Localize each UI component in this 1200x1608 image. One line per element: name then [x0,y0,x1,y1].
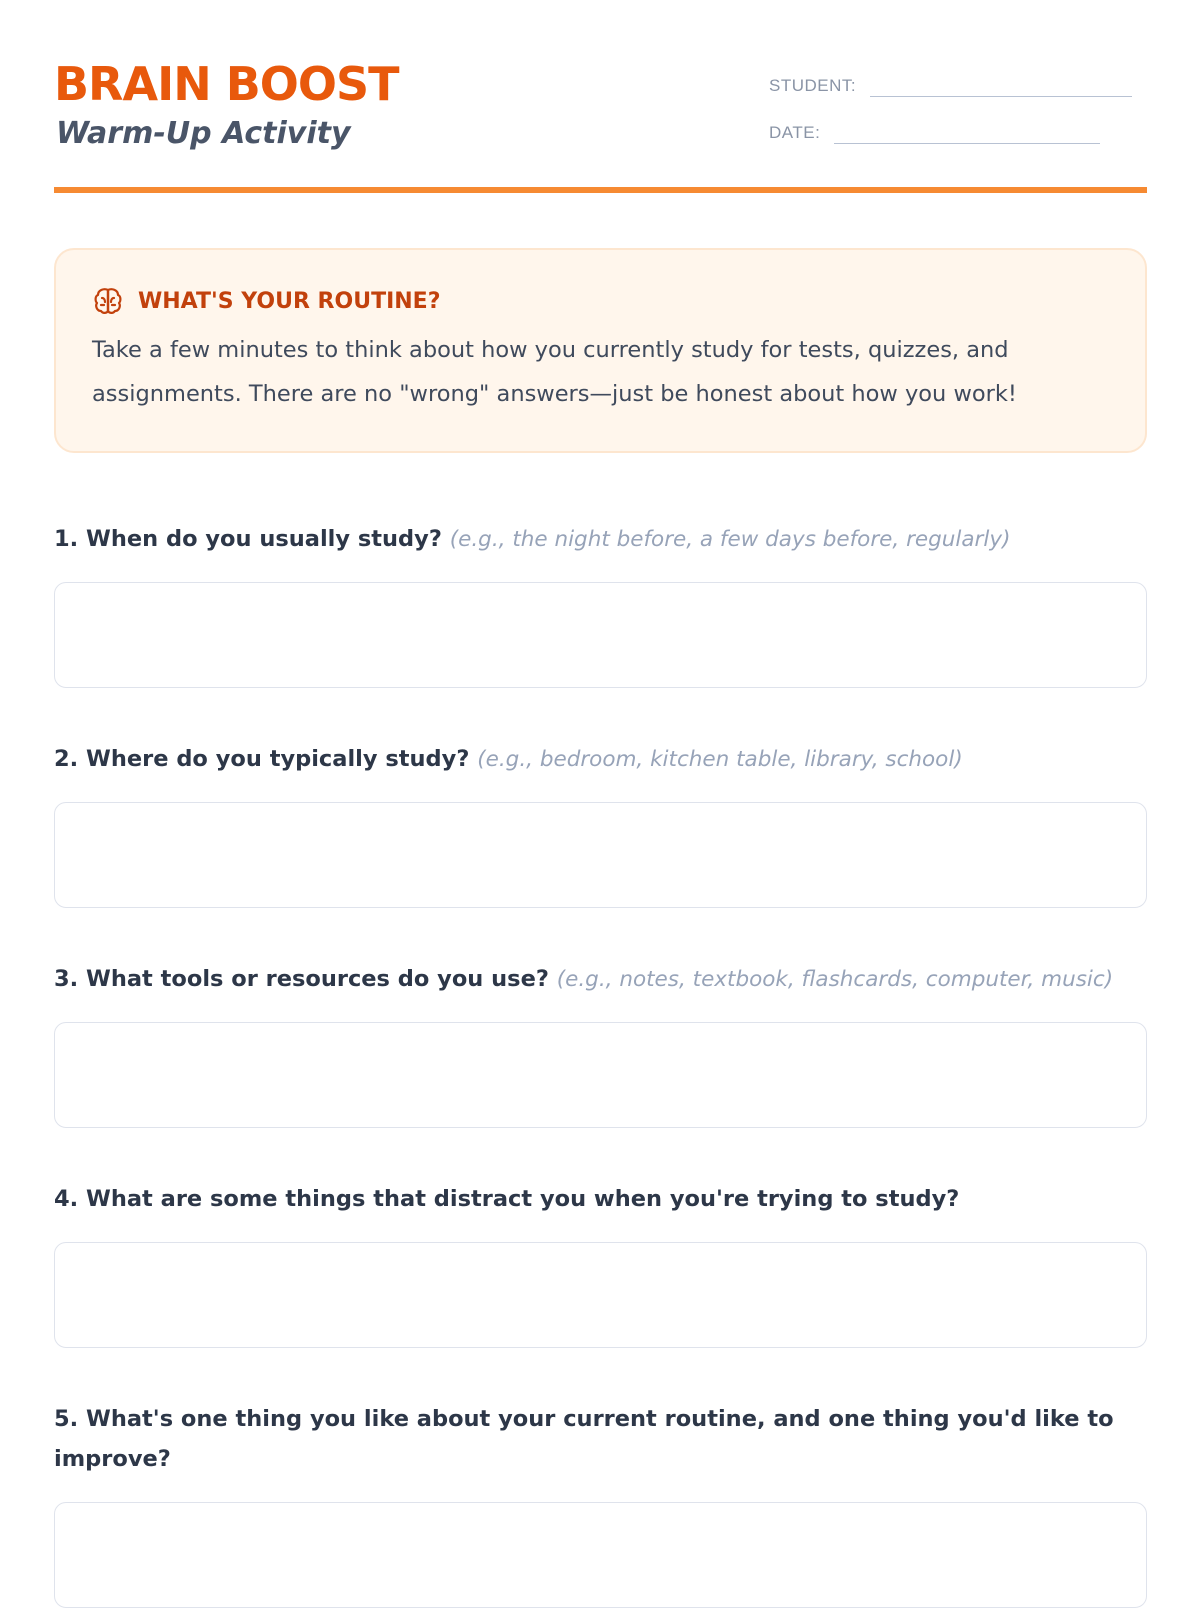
date-field [769,117,1100,144]
date-label: DATE: [769,123,821,142]
question-2 [54,739,1147,780]
question-4 [54,1179,1147,1219]
question-text: 3. What tools or resources do you use? [54,966,549,992]
answer-box-5[interactable] [54,1502,1147,1608]
card-title: WHAT'S YOUR ROUTINE? [138,288,441,314]
question-text: 4. What are some things that distract you when you're trying to study? [54,1186,960,1212]
question-5 [54,1399,1147,1479]
question-hint: (e.g., the night before, a few days before, regularly) [449,527,1011,552]
question-text: 2. Where do you typically study? [54,746,470,772]
brain-icon [92,285,124,317]
question-text: 5. What's one thing you like about your current routine, and one thing you'd like to improve? [54,1406,1114,1472]
question-1 [54,519,1147,560]
question-3 [54,959,1147,1000]
question-label [54,959,1147,1000]
date-input-line[interactable] [834,117,1100,144]
worksheet-page [54,0,1147,1472]
question-hint: (e.g., notes, textbook, flashcards, computer, music) [556,967,1114,992]
answer-box-1[interactable] [54,582,1147,688]
worksheet-header [54,0,1147,193]
question-label [54,739,1147,780]
student-field [769,70,1132,97]
student-label: STUDENT: [769,76,857,95]
answer-box-2[interactable] [54,802,1147,908]
question-label [54,1179,1147,1219]
answer-box-4[interactable] [54,1242,1147,1348]
question-hint: (e.g., bedroom, kitchen table, library, school) [477,747,963,772]
header-divider [54,187,1147,193]
card-heading [92,285,440,317]
question-text: 1. When do you usually study? [54,526,442,552]
page-title: BRAIN BOOST [54,57,399,111]
question-label [54,1399,1114,1479]
card-body-text: Take a few minutes to think about how you currently study for tests, quizzes, and assignments. There are no "wrong" answers—just be honest about how you work! [92,337,1017,407]
question-label [54,519,1147,560]
student-input-line[interactable] [870,70,1132,97]
answer-box-3[interactable] [54,1022,1147,1128]
routine-info-card [54,248,1147,453]
page-subtitle: Warm-Up Activity [56,116,351,151]
